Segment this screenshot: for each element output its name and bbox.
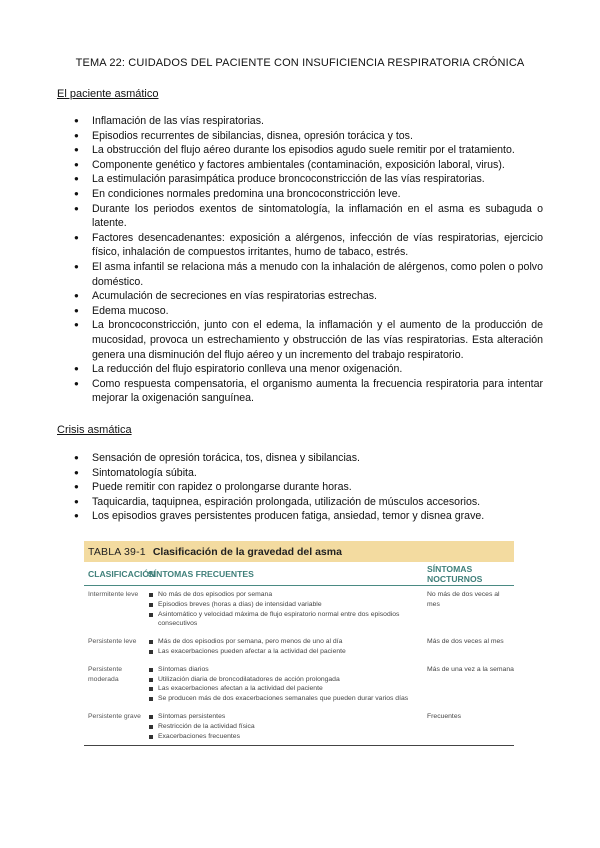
symptom-item: Utilización diaria de broncodilatadores de acción prolongada bbox=[148, 675, 427, 685]
row-classification: Persistente grave bbox=[88, 712, 141, 720]
table-title-bar bbox=[84, 541, 514, 562]
symptom-item: Restricción de la actividad física bbox=[148, 722, 427, 732]
symptom-item: Síntomas persistentes bbox=[148, 712, 427, 722]
bullet-list-asthmatic-patient bbox=[57, 114, 543, 406]
row-symptom-list bbox=[148, 712, 427, 741]
symptom-item: Las exacerbaciones pueden afectar a la actividad del paciente bbox=[148, 647, 427, 657]
symptom-item: Se producen más de dos exacerbaciones semanales que pueden durar varios días bbox=[148, 694, 427, 704]
symptom-item: No más de dos episodios por semana bbox=[148, 590, 427, 600]
table-header-row bbox=[84, 562, 514, 586]
list-item: ● La reducción del flujo espiratorio conlleva una menor oxigenación. bbox=[57, 362, 543, 377]
symptom-item: Exacerbaciones frecuentes bbox=[148, 732, 427, 742]
symptom-item: Más de dos episodios por semana, pero menos de uno al día bbox=[148, 637, 427, 647]
table-row bbox=[84, 661, 514, 708]
row-nocturnal: Más de una vez a la semana bbox=[427, 665, 514, 673]
symptom-item: Asintomático y velocidad máxima de flujo espiratorio normal entre dos episodios consecutivos bbox=[148, 610, 427, 630]
list-item: ● Inflamación de las vías respiratorias. bbox=[57, 114, 543, 129]
asthma-severity-table bbox=[84, 541, 514, 746]
list-item: ● Durante los periodos exentos de sintomatología, la inflamación en el asma es subaguda o latente. bbox=[57, 202, 543, 231]
list-item: ● La obstrucción del flujo aéreo durante los episodios agudo suele remitir por el tratamiento. bbox=[57, 143, 543, 158]
row-classification: Persistente moderada bbox=[88, 665, 123, 683]
table-row bbox=[84, 633, 514, 661]
list-item: ● Sensación de opresión torácica, tos, disnea y sibilancias. bbox=[57, 451, 543, 466]
symptom-item: Las exacerbaciones afectan a la actividad del paciente bbox=[148, 684, 427, 694]
row-nocturnal: Frecuentes bbox=[427, 712, 462, 720]
row-symptom-list bbox=[148, 665, 427, 704]
list-item: ● Edema mucoso. bbox=[57, 304, 543, 319]
page-title: TEMA 22: CUIDADOS DEL PACIENTE CON INSUFICIENCIA RESPIRATORIA CRÓNICA bbox=[75, 57, 525, 69]
table-row bbox=[84, 586, 514, 633]
list-item: ● Taquicardia, taquipnea, espiración prolongada, utilización de músculos accesorios. bbox=[57, 495, 543, 510]
row-symptom-list bbox=[148, 590, 427, 629]
row-classification: Intermitente leve bbox=[88, 591, 139, 598]
table-title: Clasificación de la gravedad del asma bbox=[152, 545, 342, 558]
list-item: ● El asma infantil se relaciona más a menudo con la inhalación de alérgenos, como polen o polvo doméstico. bbox=[57, 260, 543, 289]
list-item: ● Episodios recurrentes de sibilancias, disnea, opresión torácica y tos. bbox=[57, 129, 543, 144]
column-header-classification: CLASIFICACIÓN bbox=[88, 568, 156, 579]
row-nocturnal: Más de dos veces al mes bbox=[427, 638, 504, 646]
section-heading-asthma-crisis: Crisis asmática bbox=[57, 424, 132, 436]
bullet-list-asthma-crisis bbox=[57, 451, 543, 524]
list-item: ● Sintomatología súbita. bbox=[57, 466, 543, 481]
list-item: ● La broncoconstricción, junto con el edema, la inflamación y el aumento de la producción de mucosidad, provoca un estrechamiento y obstrucción de las vías respiratorias. Esta alteración genera una disminución del flujo aéreo y un incremento del trabajo respiratorio. bbox=[57, 318, 543, 362]
list-item: ● Factores desencadenantes: exposición a alérgenos, infección de vías respiratorias, ejercicio físico, inhalación de compuestos irritantes, humo de tabaco, estrés. bbox=[57, 231, 543, 260]
table-number: TABLA 39-1 bbox=[88, 545, 146, 558]
section-heading-asthmatic-patient: El paciente asmático bbox=[57, 88, 159, 100]
row-classification: Persistente leve bbox=[88, 638, 137, 646]
symptom-item: Episodios breves (horas a días) de intensidad variable bbox=[148, 600, 427, 610]
list-item: ● En condiciones normales predomina una broncoconstricción leve. bbox=[57, 187, 543, 202]
column-header-frequent-symptoms: SÍNTOMAS FRECUENTES bbox=[148, 568, 254, 579]
list-item: ● La estimulación parasimpática produce broncoconstricción de las vías respiratorias. bbox=[57, 172, 543, 187]
row-symptom-list bbox=[148, 637, 427, 657]
list-item: ● Los episodios graves persistentes producen fatiga, ansiedad, temor y disnea grave. bbox=[57, 509, 543, 524]
symptom-item: Síntomas diarios bbox=[148, 665, 427, 675]
column-header-nocturnal-symptoms: SÍNTOMAS NOCTURNOS bbox=[427, 563, 483, 584]
list-item: ● Puede remitir con rapidez o prolongarse durante horas. bbox=[57, 480, 543, 495]
list-item: ● Acumulación de secreciones en vías respiratorias estrechas. bbox=[57, 289, 543, 304]
table-row bbox=[84, 708, 514, 746]
list-item: ● Componente genético y factores ambientales (contaminación, exposición laboral, virus). bbox=[57, 158, 543, 173]
list-item: ● Como respuesta compensatoria, el organismo aumenta la frecuencia respiratoria para intentar mejorar la oxigenación sanguínea. bbox=[57, 377, 543, 406]
row-nocturnal: No más de dos veces al mes bbox=[427, 591, 500, 608]
